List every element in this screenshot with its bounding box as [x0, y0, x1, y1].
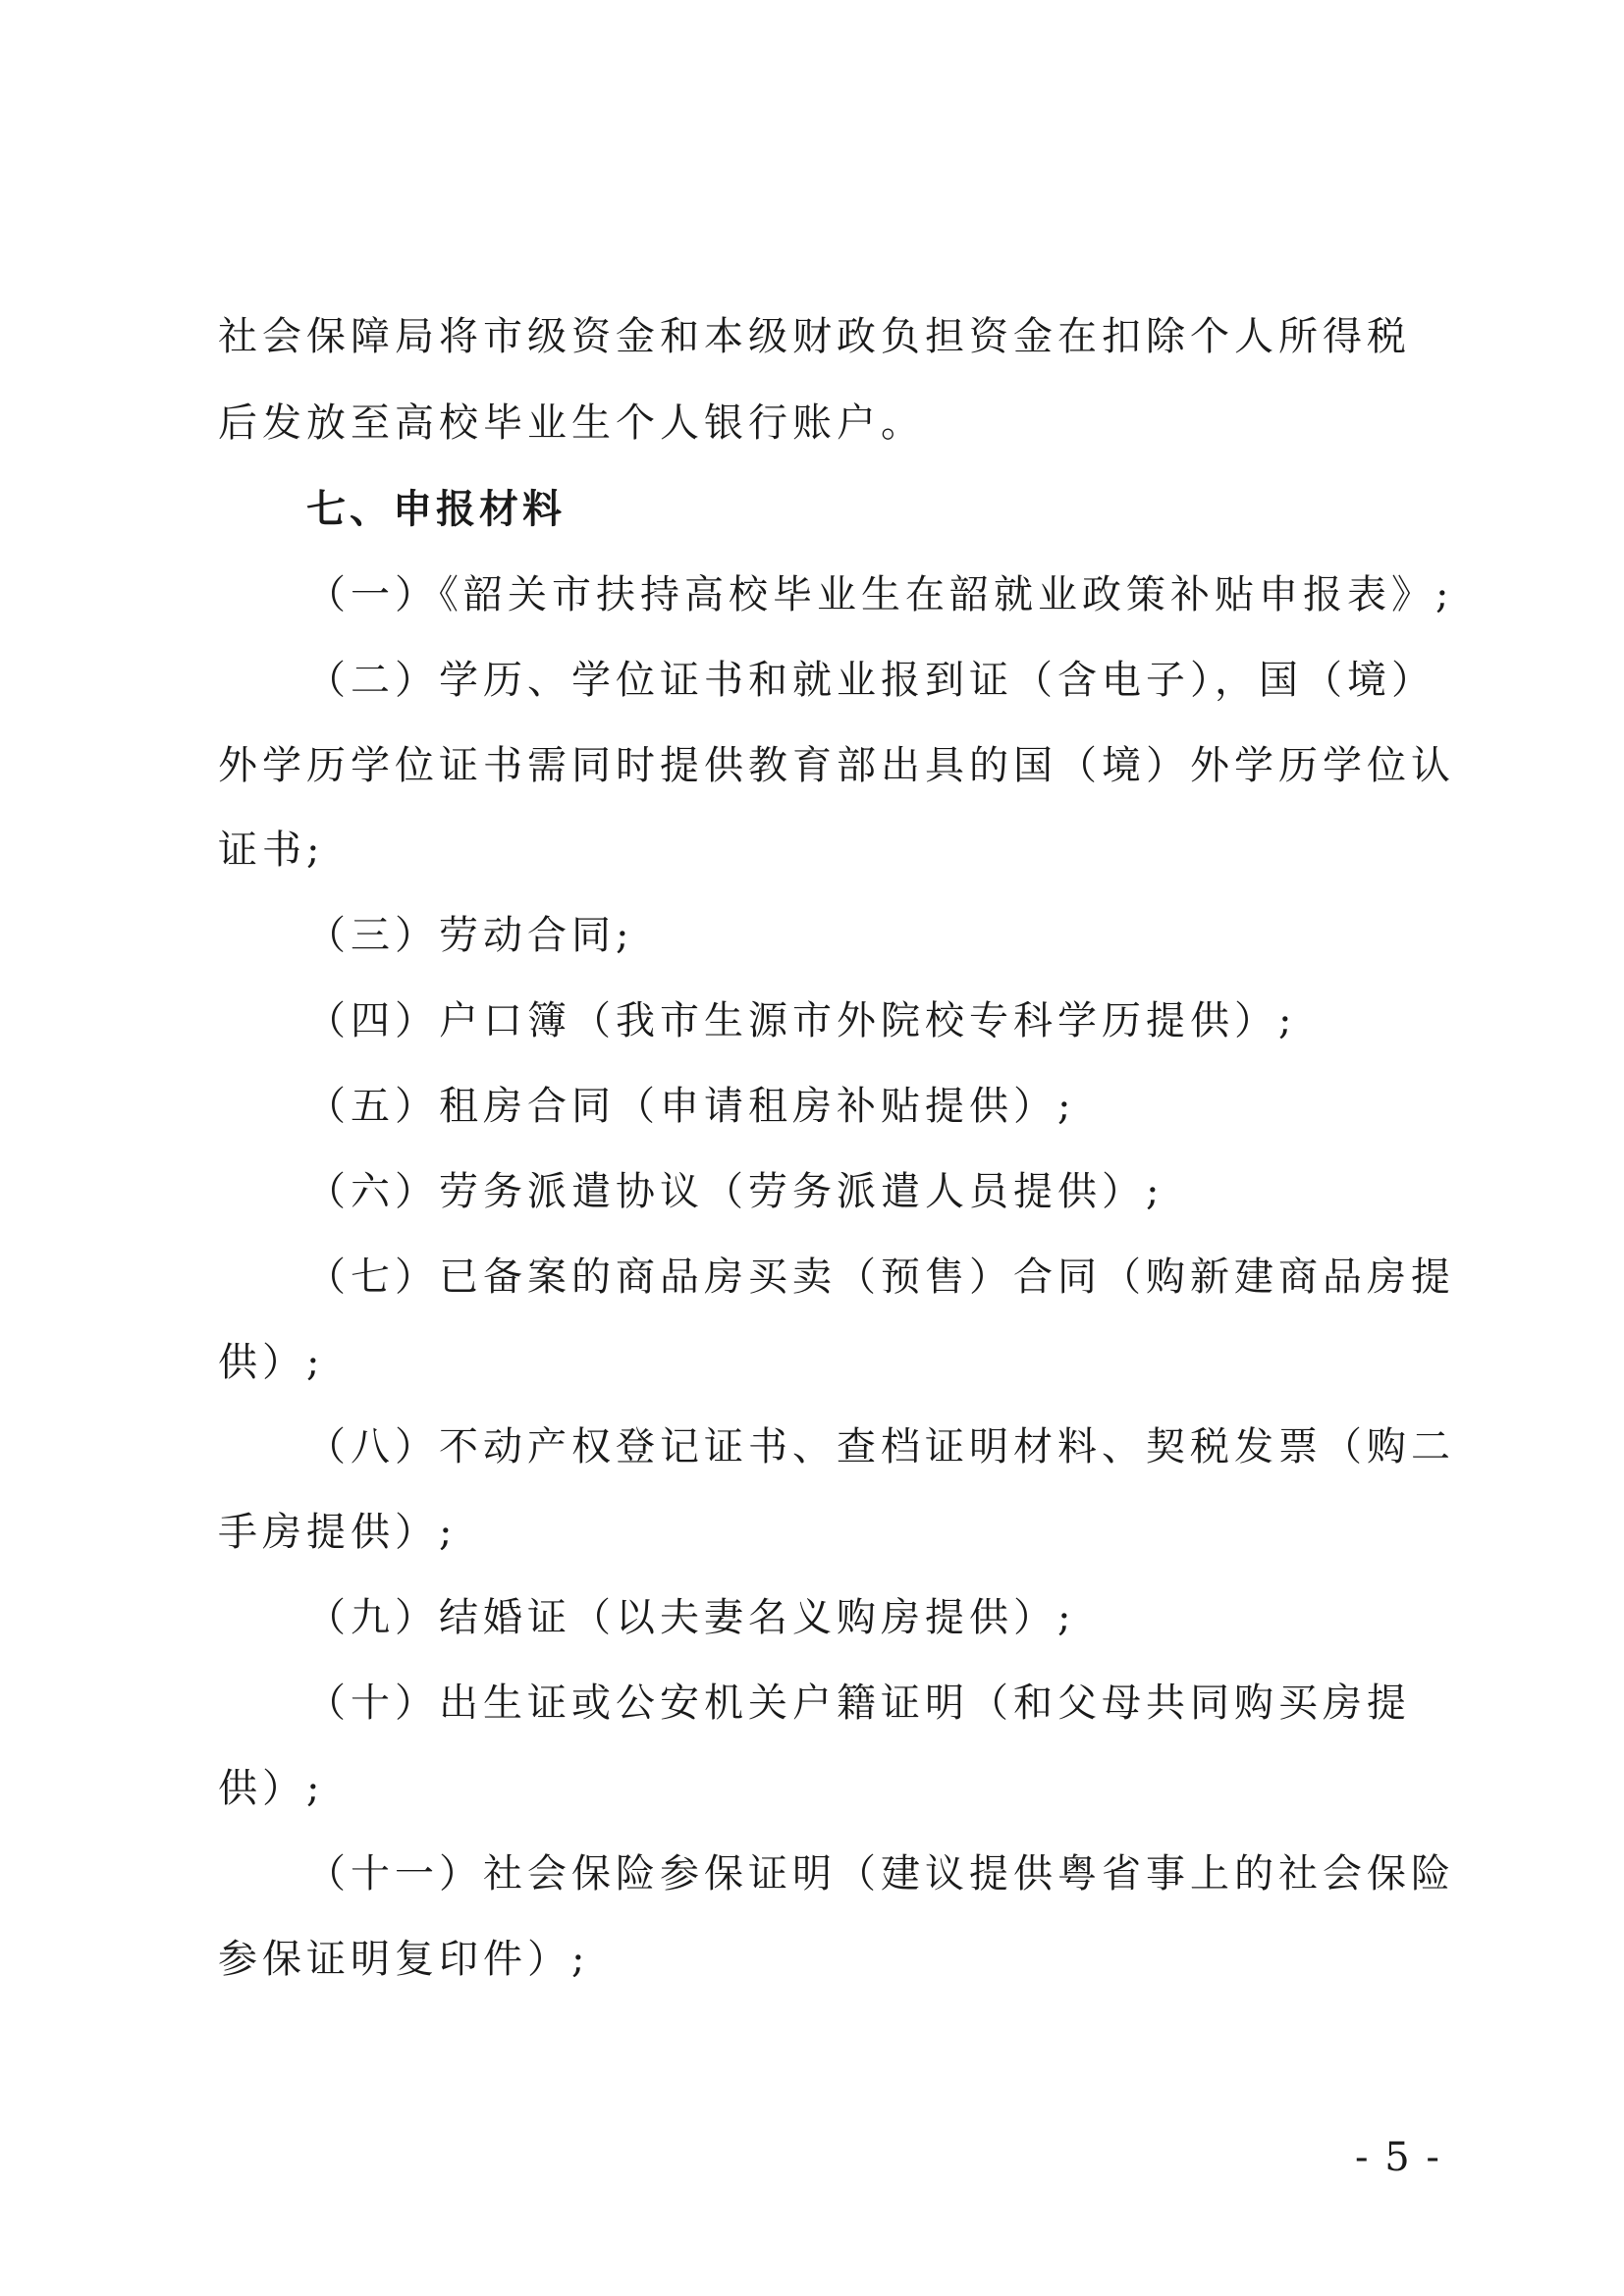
list-item: （三）劳动合同;	[306, 913, 634, 958]
body-text-line: 后发放至高校毕业生个人银行账户。	[218, 400, 925, 446]
list-item: （四）户口簿（我市生源市外院校专科学历提供）;	[306, 998, 1297, 1043]
list-item: （六）劳务派遣协议（劳务派遣人员提供）;	[306, 1169, 1164, 1214]
list-item-continuation: 手房提供）;	[218, 1510, 458, 1555]
list-item-continuation: 参保证明复印件）;	[218, 1937, 590, 1982]
list-item-continuation: 外学历学位证书需同时提供教育部出具的国（境）外学历学位认	[218, 743, 1455, 788]
list-item: （二）学历、学位证书和就业报到证（含电子），国（境）	[306, 658, 1435, 703]
list-item: （十）出生证或公安机关户籍证明（和父母共同购买房提	[306, 1681, 1411, 1726]
list-item-continuation: 供）;	[218, 1340, 325, 1385]
list-item: （十一）社会保险参保证明（建议提供粤省事上的社会保险	[306, 1851, 1455, 1896]
list-item: （七）已备案的商品房买卖（预售）合同（购新建商品房提	[306, 1255, 1455, 1300]
section-heading: 七、申报材料	[306, 487, 566, 532]
list-item: （一）《韶关市扶持高校毕业生在韶就业政策补贴申报表》;	[306, 572, 1454, 617]
list-item: （九）结婚证（以夫妻名义购房提供）;	[306, 1595, 1076, 1640]
list-item: （五）租房合同（申请租房补贴提供）;	[306, 1084, 1076, 1129]
body-text-line: 社会保障局将市级资金和本级财政负担资金在扣除个人所得税	[218, 314, 1411, 359]
list-item: （八）不动产权登记证书、查档证明材料、契税发票（购二	[306, 1424, 1455, 1469]
page-number: - 5 -	[1355, 2135, 1441, 2180]
list-item-continuation: 证书;	[218, 828, 325, 873]
list-item-continuation: 供）;	[218, 1766, 325, 1811]
